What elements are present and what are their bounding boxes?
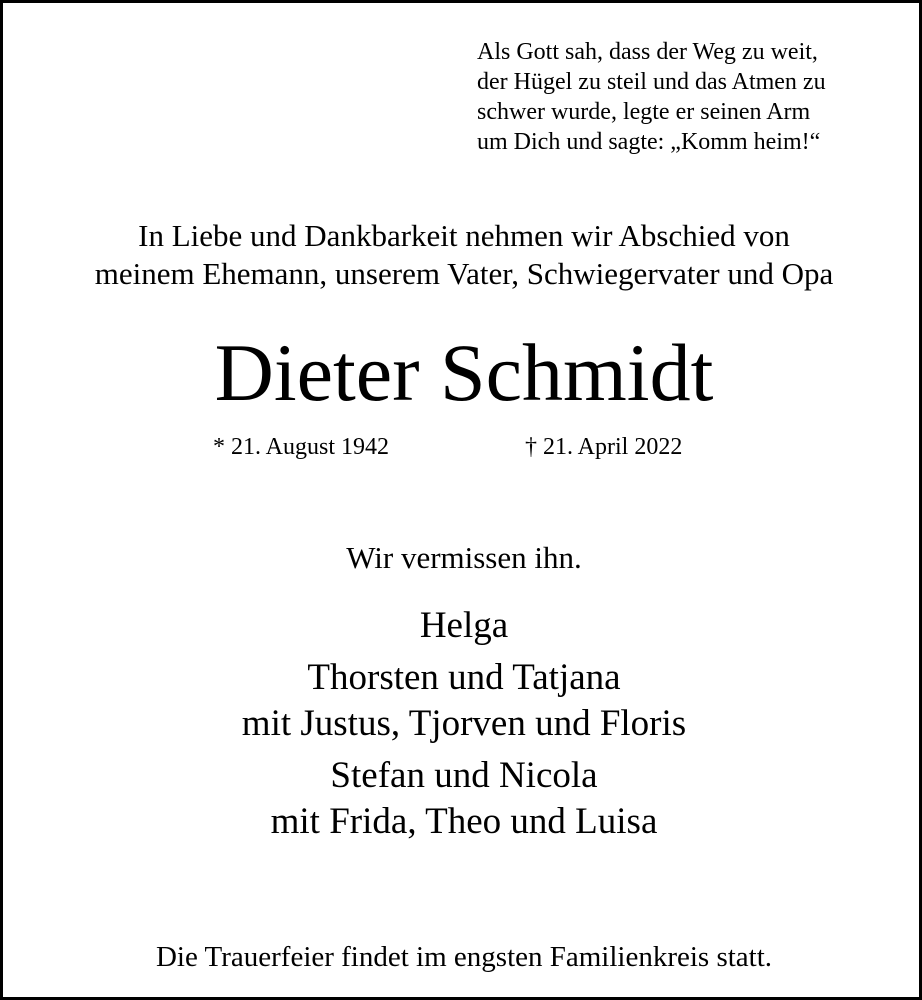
intro-line: meinem Ehemann, unserem Vater, Schwiegervater und Opa: [94, 256, 834, 291]
verse-line: der Hügel zu steil und das Atmen zu: [477, 69, 826, 95]
intro-text: [3, 217, 922, 293]
death-date: † 21. April 2022: [525, 434, 683, 460]
family-line: mit Frida, Theo und Luisa: [270, 801, 658, 842]
verse-line: um Dich und sagte: „Komm heim!“: [477, 129, 821, 155]
family-list: [3, 603, 922, 845]
family-line: mit Justus, Tjorven und Floris: [241, 703, 687, 744]
verse-block: [477, 37, 897, 157]
message-text: Wir vermissen ihn.: [346, 540, 582, 575]
birth-date: * 21. August 1942: [213, 434, 390, 460]
verse-line: schwer wurde, legte er seinen Arm: [477, 99, 811, 125]
family-line: Thorsten und Tatjana: [307, 657, 621, 698]
verse-line: Als Gott sah, dass der Weg zu weit,: [477, 39, 818, 65]
family-line: Helga: [419, 605, 509, 646]
deceased-name: Dieter Schmidt: [214, 327, 714, 418]
intro-line: In Liebe und Dankbarkeit nehmen wir Abschied von: [138, 218, 790, 253]
family-line: Stefan und Nicola: [330, 755, 598, 796]
service-note: Die Trauerfeier findet im engsten Familienkreis statt.: [155, 941, 773, 973]
